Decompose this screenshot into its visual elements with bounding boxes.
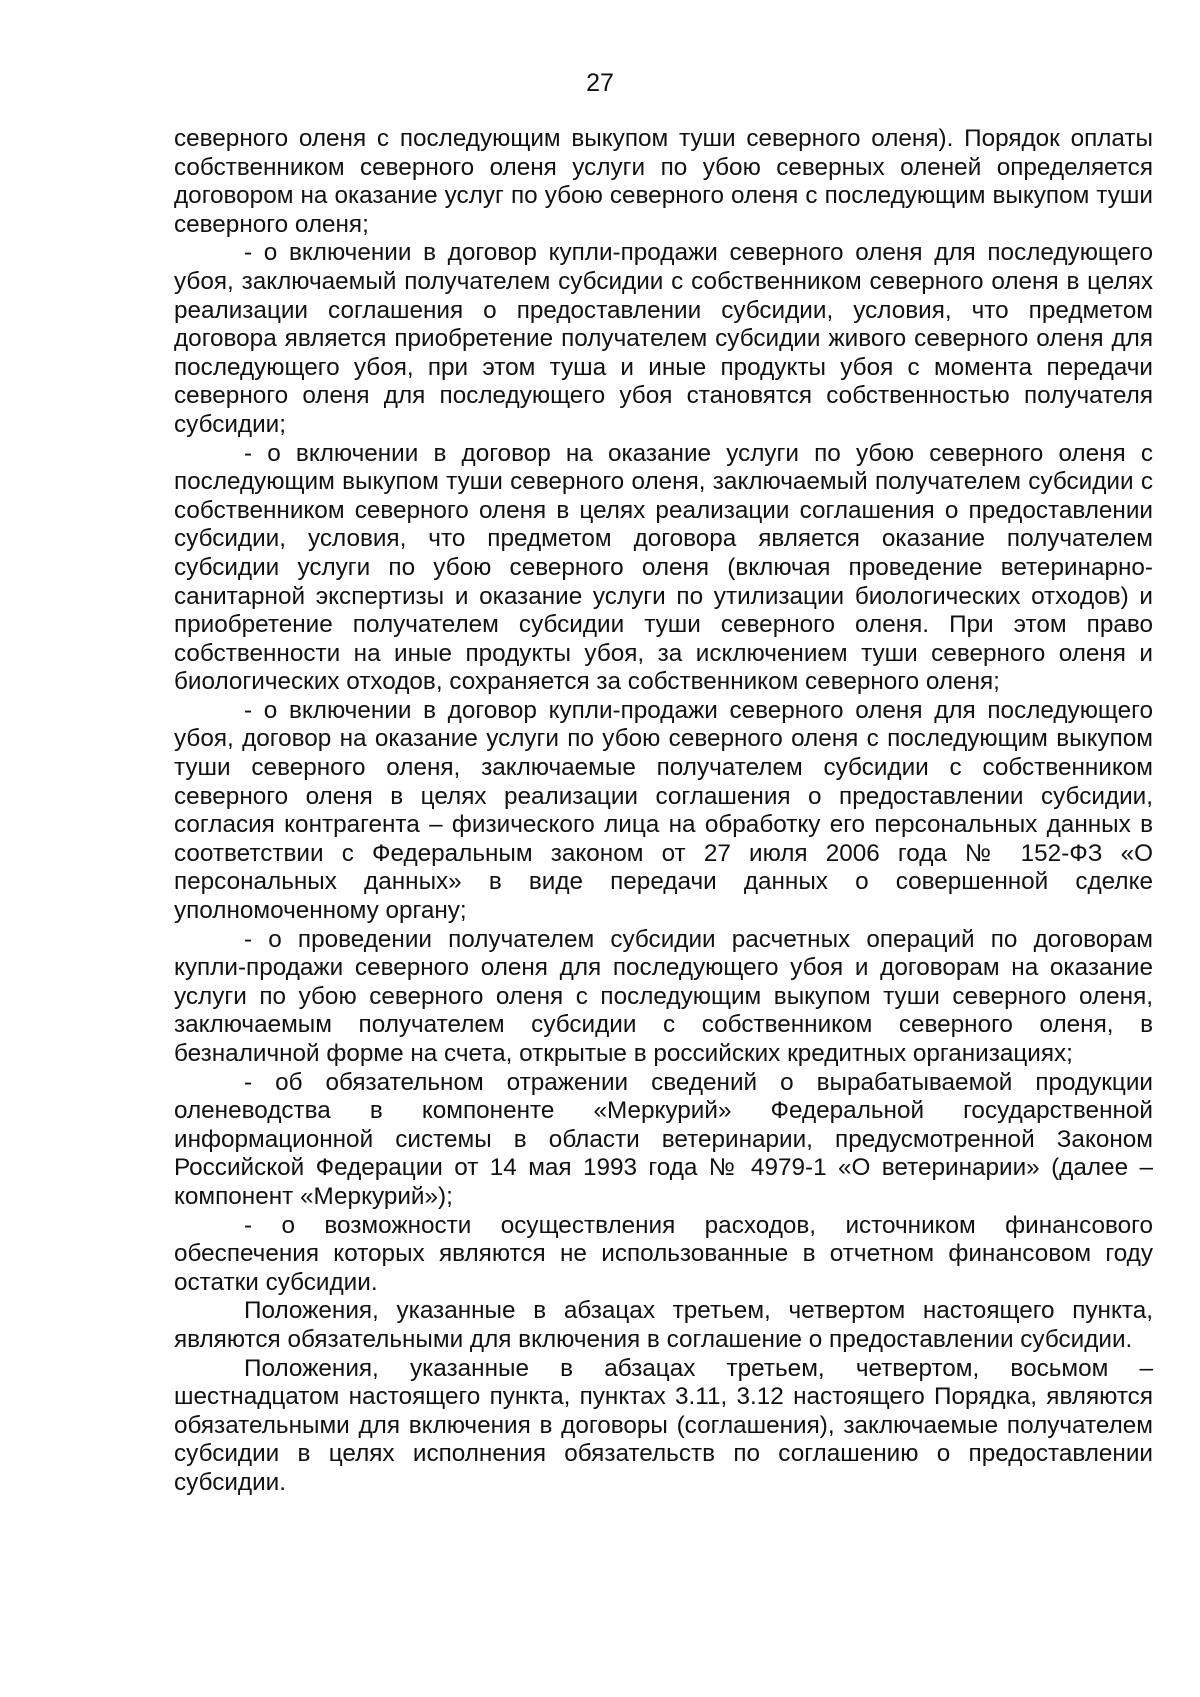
paragraph-5: - о проведении получателем субсидии расчетных операций по договорам купли-продажи северного оленя для последующего убоя и договорам на оказание услуги по убою северного оленя с последующим выкупом туши северного оленя, заключаемым получателем субсидии с собственником северного оленя, в безналичной форме на счета, открытые в российских кредитных организациях; <box>174 925 1153 1067</box>
document-body <box>174 125 1153 1498</box>
paragraph-1: северного оленя с последующим выкупом туши северного оленя). Порядок оплаты собственником северного оленя услуги по убою северных оленей определяется договором на оказание услуг по убою северного оленя с последующим выкупом туши северного оленя; <box>174 125 1153 238</box>
paragraph-3: - о включении в договор на оказание услуги по убою северного оленя с последующим выкупом туши северного оленя, заключаемый получателем субсидии с собственником северного оленя в целях реализации соглашения о предоставлении субсидии, условия, что предметом договора является оказание получателем субсидии услуги по убою северного оленя (включая проведение ветеринарно-санитарной экспертизы и оказание услуги по утилизации биологических отходов) и приобретение получателем субсидии туши северного оленя. При этом право собственности на иные продукты убоя, за исключением туши северного оленя и биологических отходов, сохраняется за собственником северного оленя; <box>174 439 1153 696</box>
paragraph-4: - о включении в договор купли-продажи северного оленя для последующего убоя, договор на оказание услуги по убою северного оленя с последующим выкупом туши северного оленя, заключаемые получателем субсидии с собственником северного оленя в целях реализации соглашения о предоставлении субсидии, согласия контрагента – физического лица на обработку его персональных данных в соответствии с Федеральным законом от 27 июля 2006 года № 152-ФЗ «О персональных данных» в виде передачи данных о совершенной сделке уполномоченному органу; <box>174 696 1153 925</box>
paragraph-6: - об обязательном отражении сведений о вырабатываемой продукции оленеводства в компоненте «Меркурий» Федеральной государственной информационной системы в области ветеринарии, предусмотренной Законом Российской Федерации от 14 мая 1993 года № 4979-1 «О ветеринарии» (далее – компонент «Меркурий»); <box>174 1068 1153 1210</box>
page-number: 27 <box>586 69 614 97</box>
paragraph-9: Положения, указанные в абзацах третьем, четвертом, восьмом – шестнадцатом настоящего пункта, пунктах 3.11, 3.12 настоящего Порядка, являются обязательными для включения в договоры (соглашения), заключаемые получателем субсидии в целях исполнения обязательств по соглашению о предоставлении субсидии. <box>174 1354 1153 1496</box>
paragraph-8: Положения, указанные в абзацах третьем, четвертом настоящего пункта, являются обязательными для включения в соглашение о предоставлении субсидии. <box>174 1297 1153 1353</box>
paragraph-2: - о включении в договор купли-продажи северного оленя для последующего убоя, заключаемый получателем субсидии с собственником северного оленя в целях реализации соглашения о предоставлении субсидии, условия, что предметом договора является приобретение получателем субсидии живого северного оленя для последующего убоя, при этом туша и иные продукты убоя с момента передачи северного оленя для последующего убоя становятся собственностью получателя субсидии; <box>174 239 1153 438</box>
paragraph-7: - о возможности осуществления расходов, источником финансового обеспечения которых являются не использованные в отчетном финансовом году остатки субсидии. <box>174 1211 1153 1296</box>
